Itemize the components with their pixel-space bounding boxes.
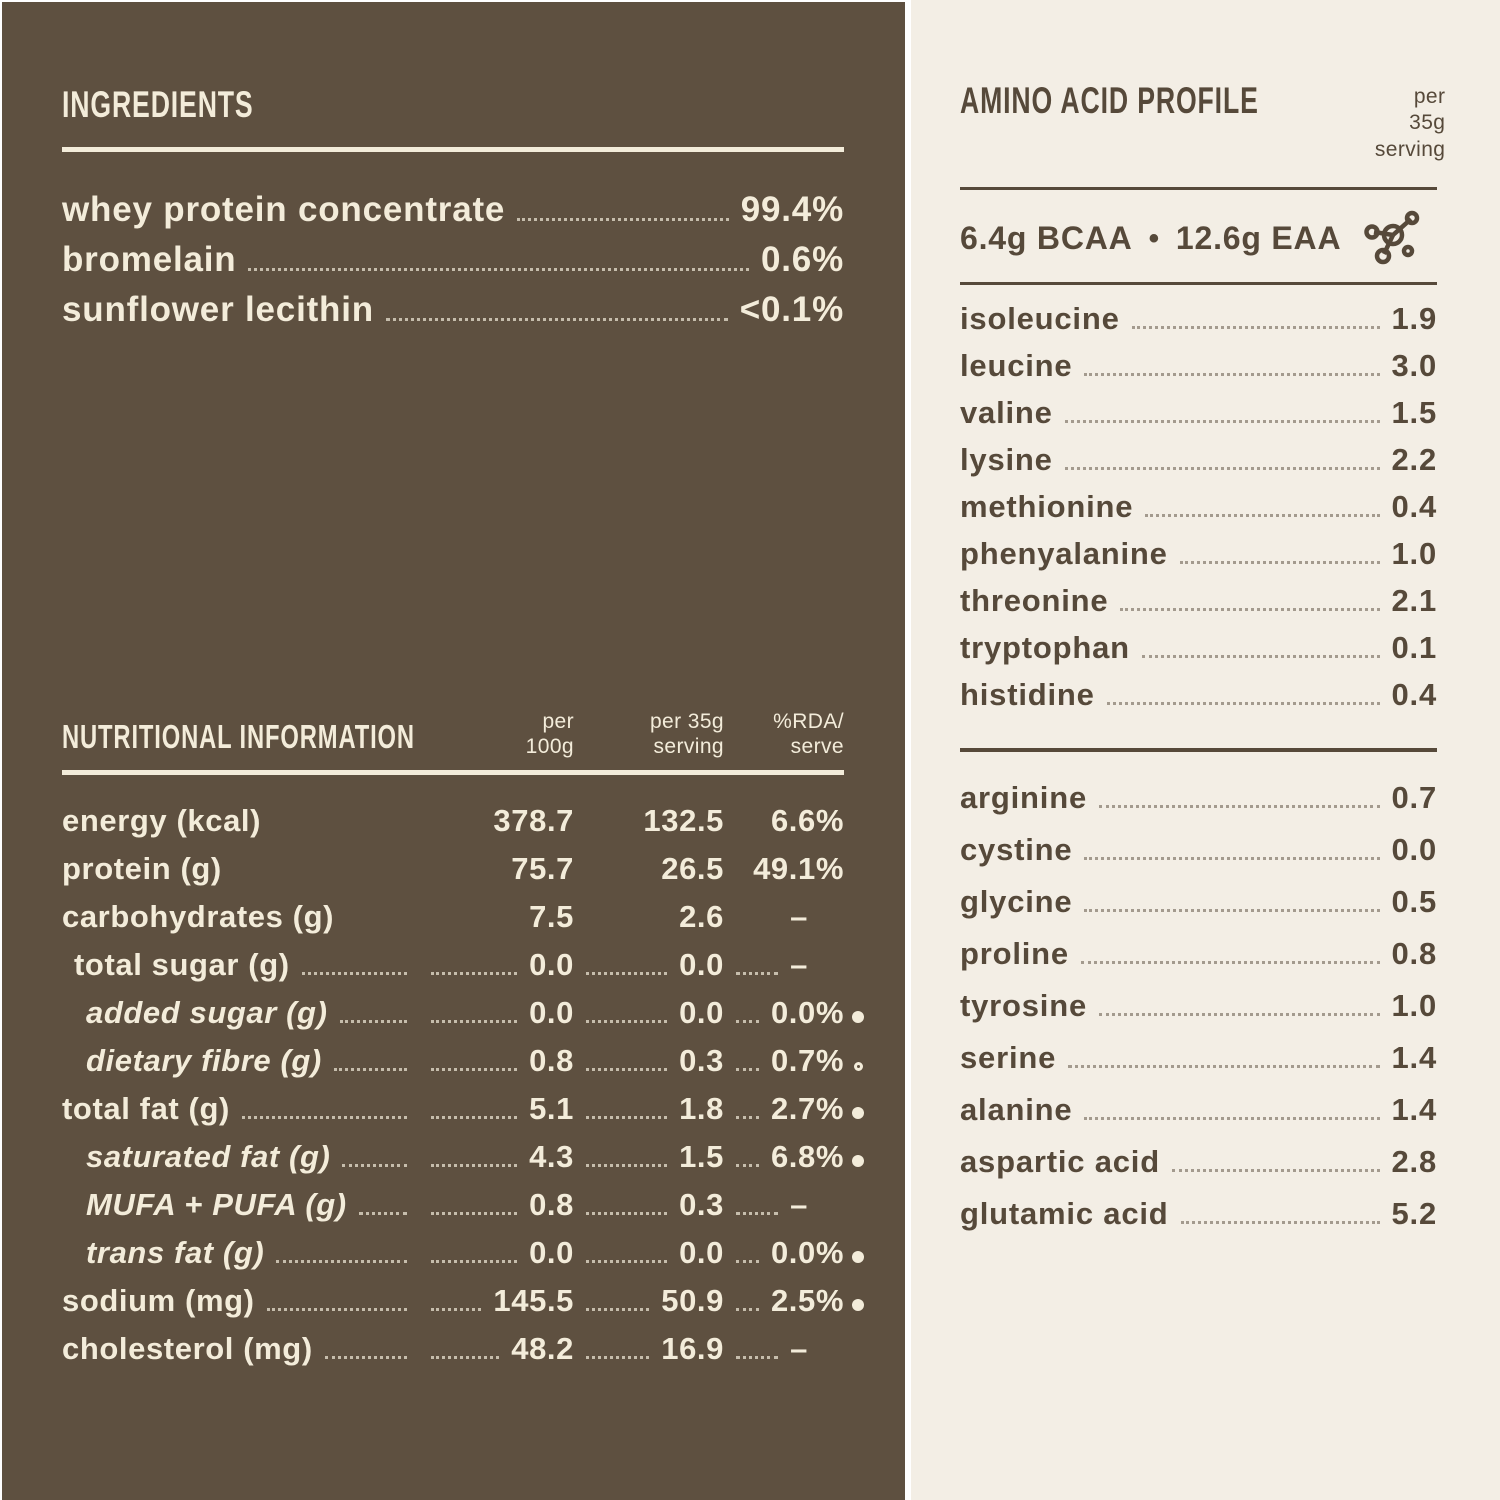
per-35g-value: 0.0	[679, 1234, 724, 1270]
dotted-leader	[736, 1356, 778, 1359]
bullet-separator: •	[1148, 221, 1160, 255]
per-100g-value: 5.1	[529, 1090, 574, 1126]
nutrition-table-header	[62, 704, 872, 760]
amino-acid-row	[960, 1144, 1437, 1196]
daily-value-bullet	[854, 1062, 863, 1071]
dotted-leader	[1145, 514, 1379, 517]
daily-value-bullet	[852, 1299, 864, 1311]
dotted-leader	[431, 1068, 517, 1071]
amino-acid-row	[960, 583, 1437, 630]
rda-value: –	[790, 898, 808, 934]
amino-acid-row	[960, 780, 1437, 832]
amino-acid-value: 0.8	[1391, 935, 1437, 971]
amino-acid-name: phenyalanine	[960, 535, 1168, 571]
nutrition-row	[62, 803, 872, 851]
ingredients-section	[62, 84, 844, 340]
amino-acid-name: arginine	[960, 779, 1087, 815]
bcaa-value: 6.4g BCAA	[960, 220, 1133, 257]
per-100g-value: 0.8	[529, 1042, 574, 1078]
rda-value: 6.8%	[770, 1138, 844, 1174]
ingredients-title: INGREDIENTS	[62, 84, 254, 125]
eaa-value: 12.6g EAA	[1175, 220, 1342, 257]
section-divider	[960, 282, 1437, 285]
amino-acid-value: 0.1	[1391, 629, 1437, 665]
per-35g-value: 132.5	[643, 802, 724, 838]
nutrient-label: total sugar (g)	[74, 946, 290, 982]
dotted-leader	[736, 1260, 759, 1263]
per-35g-value: 26.5	[661, 850, 724, 886]
rda-value: 49.1%	[753, 850, 844, 886]
dotted-leader	[586, 1260, 667, 1263]
section-divider	[960, 187, 1437, 190]
rda-value: 6.6%	[770, 802, 844, 838]
amino-acid-value: 2.2	[1391, 441, 1437, 477]
dotted-leader	[586, 1308, 649, 1311]
nutrition-row	[62, 899, 872, 947]
dotted-leader	[1181, 1221, 1380, 1224]
amino-acid-section	[960, 80, 1446, 1248]
nutrient-label: added sugar (g)	[86, 994, 328, 1030]
amino-acid-row	[960, 630, 1437, 677]
nutrition-row	[62, 1331, 872, 1379]
daily-value-bullet	[852, 1251, 864, 1263]
nutrition-row	[62, 947, 872, 995]
nutrition-row	[62, 995, 872, 1043]
dotted-leader	[586, 972, 667, 975]
amino-title: AMINO ACID PROFILE	[960, 80, 1259, 121]
nutrient-label: trans fat (g)	[86, 1234, 265, 1270]
column-header-per-100g: per 100g	[525, 710, 574, 758]
amino-acid-value: 0.0	[1391, 831, 1437, 867]
nutrition-title: NUTRITIONAL INFORMATION	[62, 718, 415, 755]
amino-acid-name: histidine	[960, 676, 1095, 712]
dotted-leader	[325, 1356, 407, 1359]
amino-acid-name: lysine	[960, 441, 1053, 477]
rda-value: –	[790, 1330, 808, 1366]
dotted-leader	[431, 1020, 517, 1023]
amino-acid-row	[960, 988, 1437, 1040]
amino-acid-name: tyrosine	[960, 987, 1087, 1023]
nutrition-row	[62, 1283, 872, 1331]
dotted-leader	[1084, 1117, 1379, 1120]
dotted-leader	[431, 972, 517, 975]
dotted-leader	[1065, 467, 1380, 470]
amino-group-divider	[960, 748, 1437, 752]
nutrient-label: MUFA + PUFA (g)	[86, 1186, 347, 1222]
dotted-leader	[1172, 1169, 1380, 1172]
dotted-leader	[1180, 561, 1380, 564]
nutrient-label: saturated fat (g)	[86, 1138, 331, 1174]
daily-value-bullet	[852, 1155, 864, 1167]
amino-acid-name: cystine	[960, 831, 1073, 867]
amino-acid-row	[960, 442, 1437, 489]
per-100g-value: 7.5	[529, 898, 574, 934]
amino-acid-value: 1.4	[1391, 1091, 1437, 1127]
dotted-leader	[334, 1068, 407, 1071]
ingredient-value: <0.1%	[739, 289, 844, 329]
dotted-leader	[517, 218, 729, 221]
amino-acid-name: methionine	[960, 488, 1134, 524]
dotted-leader	[431, 1212, 517, 1215]
rda-value: 0.7%	[770, 1042, 844, 1078]
amino-acid-name: glutamic acid	[960, 1195, 1169, 1231]
amino-acid-name: threonine	[960, 582, 1109, 618]
dotted-leader	[340, 1020, 407, 1023]
per-35g-value: 50.9	[661, 1282, 724, 1318]
ingredient-row	[62, 190, 844, 240]
nutrient-label: sodium (mg)	[62, 1282, 255, 1318]
per-35g-value: 0.3	[679, 1042, 724, 1078]
rda-value: 2.7%	[770, 1090, 844, 1126]
amino-acid-value: 5.2	[1391, 1195, 1437, 1231]
dotted-leader	[586, 1212, 667, 1215]
nutrition-row	[62, 1187, 872, 1235]
amino-acid-name: leucine	[960, 347, 1073, 383]
per-35g-value: 1.8	[679, 1090, 724, 1126]
amino-acid-row	[960, 489, 1437, 536]
nutrition-row	[62, 851, 872, 899]
dotted-leader	[736, 1020, 759, 1023]
amino-acid-value: 1.9	[1391, 300, 1437, 336]
rda-value: 0.0%	[770, 994, 844, 1030]
column-header-per-35g: per 35g serving	[649, 710, 724, 758]
bcaa-eaa-summary	[960, 210, 1437, 268]
section-divider	[62, 147, 844, 152]
amino-acid-value: 1.0	[1391, 987, 1437, 1023]
nutrition-section	[62, 704, 872, 1379]
per-35g-value: 2.6	[679, 898, 724, 934]
dotted-leader	[1142, 655, 1380, 658]
amino-acid-row	[960, 936, 1437, 988]
dotted-leader	[736, 1308, 759, 1311]
amino-acid-row	[960, 1196, 1437, 1248]
nutrient-label: carbohydrates (g)	[62, 898, 335, 934]
dotted-leader	[431, 1308, 481, 1311]
ingredient-name: whey protein concentrate	[62, 189, 506, 229]
left-panel	[2, 2, 905, 1500]
dotted-leader	[359, 1212, 407, 1215]
amino-acid-name: isoleucine	[960, 300, 1120, 336]
dotted-leader	[1081, 961, 1380, 964]
dotted-leader	[586, 1068, 667, 1071]
ingredients-list	[62, 190, 844, 340]
amino-acid-value: 2.1	[1391, 582, 1437, 618]
dotted-leader	[1084, 909, 1379, 912]
amino-acid-row	[960, 348, 1437, 395]
amino-acid-value: 1.5	[1391, 394, 1437, 430]
dotted-leader	[1120, 608, 1379, 611]
amino-acid-name: valine	[960, 394, 1053, 430]
dotted-leader	[1084, 373, 1379, 376]
other-amino-list	[960, 780, 1437, 1248]
rda-value: 0.0%	[770, 1234, 844, 1270]
rda-value: –	[790, 946, 808, 982]
essential-amino-list	[960, 301, 1437, 724]
dotted-leader	[431, 1116, 517, 1119]
dotted-leader	[736, 1116, 759, 1119]
rda-value: –	[790, 1186, 808, 1222]
amino-acid-value: 2.8	[1391, 1143, 1437, 1179]
amino-acid-row	[960, 301, 1437, 348]
per-100g-value: 48.2	[511, 1330, 574, 1366]
per-100g-value: 75.7	[511, 850, 574, 886]
amino-acid-row	[960, 536, 1437, 583]
nutrient-label: total fat (g)	[62, 1090, 230, 1126]
per-100g-value: 378.7	[493, 802, 574, 838]
dotted-leader	[736, 1212, 778, 1215]
amino-acid-value: 1.4	[1391, 1039, 1437, 1075]
ingredient-name: sunflower lecithin	[62, 289, 374, 329]
ingredient-row	[62, 290, 844, 340]
dotted-leader	[1099, 1013, 1380, 1016]
nutrition-row	[62, 1235, 872, 1283]
daily-value-bullet	[852, 1107, 864, 1119]
dotted-leader	[736, 972, 778, 975]
amino-acid-row	[960, 884, 1437, 936]
nutrition-row	[62, 1139, 872, 1187]
per-100g-value: 4.3	[529, 1138, 574, 1174]
per-100g-value: 0.0	[529, 946, 574, 982]
serving-note: per 35g serving	[1374, 85, 1446, 161]
dotted-leader	[431, 1260, 517, 1263]
dotted-leader	[248, 268, 749, 271]
dotted-leader	[1099, 805, 1380, 808]
right-panel	[911, 0, 1500, 1500]
amino-acid-name: aspartic acid	[960, 1143, 1160, 1179]
amino-acid-name: serine	[960, 1039, 1057, 1075]
ingredient-name: bromelain	[62, 239, 237, 279]
amino-acid-name: alanine	[960, 1091, 1073, 1127]
dotted-leader	[586, 1164, 667, 1167]
dotted-leader	[1107, 702, 1380, 705]
per-35g-value: 0.3	[679, 1186, 724, 1222]
amino-acid-row	[960, 677, 1437, 724]
dotted-leader	[1068, 1065, 1379, 1068]
per-35g-value: 0.0	[679, 946, 724, 982]
molecule-icon	[1363, 210, 1425, 268]
ingredient-value: 0.6%	[761, 239, 844, 279]
ingredient-value: 99.4%	[740, 189, 844, 229]
dotted-leader	[342, 1164, 407, 1167]
dotted-leader	[267, 1308, 407, 1311]
dotted-leader	[276, 1260, 407, 1263]
dotted-leader	[1065, 420, 1380, 423]
per-100g-value: 0.0	[529, 1234, 574, 1270]
column-header-rda: %RDA/ serve	[773, 710, 844, 758]
per-100g-value: 0.0	[529, 994, 574, 1030]
dotted-leader	[586, 1020, 667, 1023]
dotted-leader	[586, 1356, 649, 1359]
dotted-leader	[431, 1356, 499, 1359]
nutrient-label: dietary fibre (g)	[86, 1042, 322, 1078]
per-35g-value: 0.0	[679, 994, 724, 1030]
amino-acid-name: glycine	[960, 883, 1073, 919]
amino-acid-value: 0.4	[1391, 488, 1437, 524]
dotted-leader	[736, 1164, 759, 1167]
daily-value-bullet	[852, 1011, 864, 1023]
amino-acid-value: 0.7	[1391, 779, 1437, 815]
ingredient-row	[62, 240, 844, 290]
nutrient-label: protein (g)	[62, 850, 222, 886]
dotted-leader	[242, 1116, 407, 1119]
per-35g-value: 1.5	[679, 1138, 724, 1174]
amino-acid-value: 3.0	[1391, 347, 1437, 383]
dotted-leader	[386, 318, 728, 321]
amino-acid-row	[960, 1040, 1437, 1092]
section-divider	[62, 770, 844, 775]
dotted-leader	[431, 1164, 517, 1167]
rda-value: 2.5%	[770, 1282, 844, 1318]
amino-acid-value: 0.4	[1391, 676, 1437, 712]
amino-acid-value: 0.5	[1391, 883, 1437, 919]
dotted-leader	[1132, 326, 1380, 329]
nutrient-label: energy (kcal)	[62, 802, 262, 838]
amino-header	[960, 80, 1446, 163]
dotted-leader	[302, 972, 407, 975]
amino-acid-name: tryptophan	[960, 629, 1130, 665]
dotted-leader	[736, 1068, 759, 1071]
per-100g-value: 0.8	[529, 1186, 574, 1222]
amino-acid-row	[960, 1092, 1437, 1144]
nutrition-row	[62, 1043, 872, 1091]
nutrient-label: cholesterol (mg)	[62, 1330, 313, 1366]
amino-acid-row	[960, 395, 1437, 442]
nutrition-rows	[62, 803, 872, 1379]
nutrition-row	[62, 1091, 872, 1139]
per-35g-value: 16.9	[661, 1330, 724, 1366]
amino-acid-row	[960, 832, 1437, 884]
amino-acid-value: 1.0	[1391, 535, 1437, 571]
dotted-leader	[1084, 857, 1379, 860]
amino-acid-name: proline	[960, 935, 1069, 971]
per-100g-value: 145.5	[493, 1282, 574, 1318]
dotted-leader	[586, 1116, 667, 1119]
